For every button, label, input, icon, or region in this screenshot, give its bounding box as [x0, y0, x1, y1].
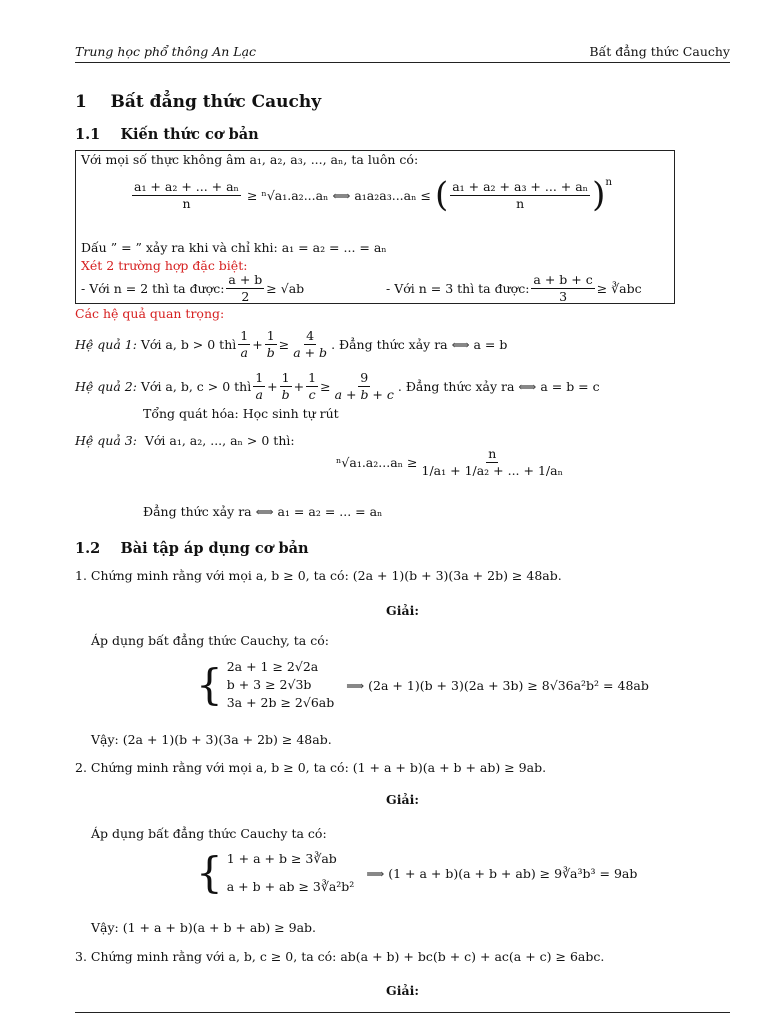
cor3-denominator: 1/a₁ + 1/a₂ + ... + 1/aₙ: [421, 462, 563, 478]
ex1-ineq-1: 2a + 1 ≥ 2√2a: [226, 659, 319, 674]
case-n3: [386, 272, 642, 304]
exercise-1-conclusion: Vậy: (2a + 1)(b + 3)(3a + 2b) ≥ 48ab.: [91, 732, 332, 747]
corollary-1-label: Hệ quả 1:: [75, 336, 137, 352]
cor2-frac-1-den: a: [255, 386, 263, 402]
cor1-frac-1: [238, 328, 250, 360]
corollary-2: Hệ quả 2: Với a, b, c > 0 thì $\frac{1}{a}$ + $\frac{1}{b}$ + $\frac{1}{c}$ ≥ $\frac{9}{a + b + c}$ . Đẳng thức xảy ra ⟺ a = b = c: [75, 370, 600, 402]
corollary-2-general: Tổng quát hóa: Học sinh tự rút: [143, 406, 339, 421]
cor1-frac-2: [265, 328, 277, 360]
subsection-2-text: Bài tập áp dụng cơ bản: [120, 540, 309, 557]
cor2-frac-4-num: 9: [360, 370, 369, 385]
exercise-1-inequalities: [227, 658, 335, 712]
exercise-2-solution-label: Giải:: [386, 792, 419, 807]
cor2-frac-3: [306, 370, 318, 402]
case-n3-numerator: a + b + c: [533, 272, 593, 287]
case-n2-fraction: [226, 272, 264, 304]
formula-lhs-fraction: [132, 179, 241, 211]
exercise-2-system: [196, 850, 637, 896]
exercise-2-apply: Áp dụng bất đẳng thức Cauchy ta có:: [91, 826, 327, 841]
formula-middle: ≥ ⁿ√a₁.a₂...aₙ ⟺ a₁a₂a₃...aₙ ≤: [246, 187, 431, 203]
subsection-1-number: 1.1: [75, 126, 101, 143]
theorem-intro: Với mọi số thực không âm a₁, a₂, a₃, ..., aₙ, ta luôn có:: [81, 152, 419, 167]
cor2-frac-4: [333, 370, 396, 402]
corollary-3-text: Với a₁, a₂, ..., aₙ > 0 thì:: [144, 433, 295, 448]
cor1-frac-3: [291, 328, 329, 360]
exercise-1-system: [196, 658, 649, 712]
corollary-3-label: Hệ quả 3:: [75, 433, 137, 448]
exercise-2-result: ⟹ (1 + a + b)(a + b + ab) ≥ 9∛a³b³ = 9ab: [366, 865, 638, 881]
section-title-text: Bất đẳng thức Cauchy: [110, 92, 322, 112]
cor2-frac-1-num: 1: [255, 370, 264, 385]
corollary-3-formula: [336, 446, 567, 478]
cor2-frac-3-den: c: [308, 386, 316, 402]
case-n2-numerator: a + b: [228, 272, 263, 287]
corollary-3-equality: Đẳng thức xảy ra ⟺ a₁ = a₂ = ... = aₙ: [143, 504, 383, 519]
exercise-1-result: ⟹ (2a + 1)(b + 3)(2a + 3b) ≥ 8√36a²b² = 48ab: [346, 677, 649, 693]
case-n3-rhs: ≥ ∛abc: [596, 280, 642, 296]
formula-rhs-denominator: n: [516, 195, 525, 211]
cor1-frac-1-den: a: [240, 344, 248, 360]
case-n2: [81, 272, 304, 304]
case-n2-rhs: ≥ √ab: [266, 280, 305, 296]
left-paren: (: [434, 175, 449, 215]
case-n2-text: - Với n = 2 thì ta được:: [81, 280, 225, 296]
section-number: 1: [75, 92, 87, 112]
cor2-frac-2-num: 1: [281, 370, 290, 385]
case-n3-denominator: 3: [559, 288, 568, 304]
header-topic: Bất đẳng thức Cauchy: [589, 44, 730, 59]
exercise-1-statement: 1. Chứng minh rằng với mọi a, b ≥ 0, ta có: (2a + 1)(b + 3)(3a + 2b) ≥ 48ab.: [75, 568, 562, 583]
exercise-3-statement: 3. Chứng minh rằng với a, b, c ≥ 0, ta có: ab(a + b) + bc(b + c) + ac(a + c) ≥ 6abc.: [75, 949, 605, 964]
ex1-ineq-2: b + 3 ≥ 2√3b: [226, 677, 312, 693]
cor1-frac-2-den: b: [266, 344, 275, 360]
corollary-2-label: Hệ quả 2:: [75, 378, 137, 394]
ex1-ineq-3: 3a + 2b ≥ 2√6ab: [226, 695, 335, 711]
cor3-numerator: n: [488, 446, 497, 461]
formula-lhs-numerator: a₁ + a₂ + ... + aₙ: [134, 178, 239, 194]
cor1-frac-3-num: 4: [306, 328, 315, 343]
corollary-1: Hệ quả 1: Với a, b > 0 thì $\frac{1}{a}$ + $\frac{1}{b}$ ≥ $\frac{4}{a + b}$ . Đẳng thức xảy ra ⟺ a = b: [75, 328, 508, 360]
cor3-fraction: [420, 446, 565, 478]
cor1-frac-2-num: 1: [266, 328, 275, 343]
exercise-3-solution-label: Giải:: [386, 983, 419, 998]
header-school: Trung học phổ thông An Lạc: [75, 44, 257, 59]
corollary-3: [75, 433, 295, 448]
formula-rhs-numerator: a₁ + a₂ + a₃ + ... + aₙ: [452, 178, 589, 194]
footer-rule: [75, 1012, 730, 1013]
cor2-frac-2: [280, 370, 292, 402]
corollaries-title: Các hệ quả quan trọng:: [75, 306, 225, 321]
exercise-2-statement: 2. Chứng minh rằng với mọi a, b ≥ 0, ta có: (1 + a + b)(a + b + ab) ≥ 9ab.: [75, 760, 547, 775]
cor1-frac-3-den: a + b: [293, 344, 328, 360]
exercise-2-conclusion: Vậy: (1 + a + b)(a + b + ab) ≥ 9ab.: [91, 920, 317, 935]
formula-exponent: n: [605, 176, 613, 188]
case-n3-fraction: [531, 272, 594, 304]
subsection-2-number: 1.2: [75, 540, 101, 557]
ex2-ineq-2: a + b + ab ≥ 3∛a²b²: [226, 879, 355, 895]
cor1-frac-1-num: 1: [240, 328, 249, 343]
cor2-frac-4-den: a + b + c: [334, 386, 394, 402]
special-cases-title: Xét 2 trường hợp đặc biệt:: [81, 258, 248, 273]
equality-condition: Dấu ” = ” xảy ra khi và chỉ khi: a₁ = a₂ = ... = aₙ: [81, 240, 387, 255]
case-n3-text: - Với n = 3 thì ta được:: [386, 280, 530, 296]
exercise-1-apply: Áp dụng bất đẳng thức Cauchy, ta có:: [91, 633, 329, 648]
corollary-2-text: Với a, b, c > 0 thì: [140, 378, 252, 394]
cor2-frac-1: [253, 370, 265, 402]
corollary-2-tail: . Đẳng thức xảy ra ⟺ a = b = c: [397, 378, 600, 394]
exercise-2-brace: {: [196, 848, 223, 898]
header-rule: [75, 62, 730, 63]
cor2-frac-3-num: 1: [308, 370, 317, 385]
cor2-ge: ≥: [320, 378, 331, 394]
subsection-2-title: [75, 540, 309, 557]
section-title: [75, 92, 321, 112]
subsection-1-title: [75, 126, 259, 143]
exercise-1-solution-label: Giải:: [386, 603, 419, 618]
cor1-ge: ≥: [278, 336, 290, 352]
cor3-lhs: ⁿ√a₁.a₂...aₙ ≥: [336, 454, 418, 470]
formula-rhs-fraction: [450, 179, 590, 211]
exercise-1-brace: {: [196, 660, 223, 710]
cor2-frac-2-den: b: [281, 386, 290, 402]
ex2-ineq-1: 1 + a + b ≥ 3∛ab: [226, 851, 337, 866]
main-formula: [130, 175, 613, 215]
right-paren: ): [592, 175, 606, 215]
formula-lhs-denominator: n: [182, 195, 191, 211]
subsection-1-text: Kiến thức cơ bản: [120, 126, 259, 143]
exercise-2-inequalities: [227, 850, 355, 896]
corollary-1-text: Với a, b > 0 thì: [140, 336, 237, 352]
corollary-1-tail: . Đẳng thức xảy ra ⟺ a = b: [331, 336, 508, 352]
case-n2-denominator: 2: [241, 288, 250, 304]
